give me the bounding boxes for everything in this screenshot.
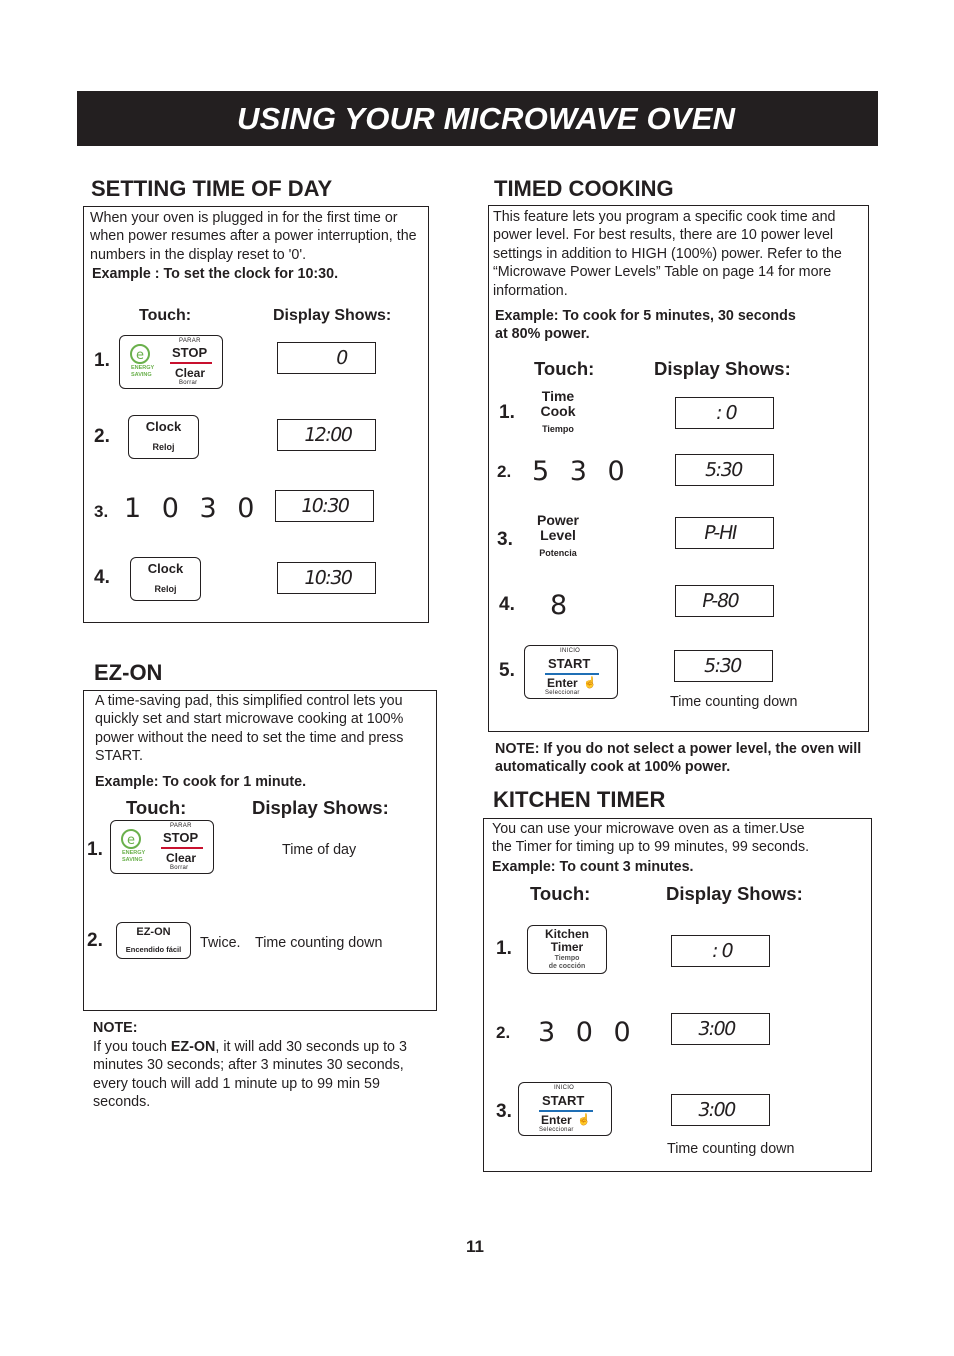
setting-time-title: SETTING TIME OF DAY	[91, 176, 333, 201]
key-top-label: INICIO	[560, 648, 581, 654]
display-panel: P-80	[675, 585, 774, 617]
key-sub-label: Reloj	[152, 442, 175, 452]
red-divider	[161, 847, 203, 849]
display-panel: : 0	[675, 397, 774, 429]
key-main-label: START	[548, 656, 591, 671]
hand-icon: ☝	[577, 1114, 591, 1126]
digit-entry: 5 3 0	[532, 456, 631, 487]
countdown-text: Time counting down	[255, 935, 383, 951]
ezon-note: If you touch EZ-ON, it will add 30 seconds up to 3 minutes 30 seconds; after 3 minutes 30 seconds, every touch will add 1 minute up to 99 min 59 seconds.	[93, 1039, 407, 1111]
key-line2: Cook	[540, 403, 576, 419]
step-number: 4.	[94, 567, 110, 588]
kitchen-example: Example: To count 3 minutes.	[492, 859, 694, 875]
setting-time-display-label: Display Shows:	[273, 307, 392, 324]
timed-example-line2: at 80% power.	[495, 326, 590, 342]
time-of-day-text: Time of day	[282, 842, 357, 858]
clock-key[interactable]	[128, 415, 199, 459]
step-number: 1.	[94, 350, 110, 371]
setting-time-example: Example : To set the clock for 10:30.	[92, 266, 339, 282]
step-number: 5.	[499, 660, 515, 681]
blue-divider	[545, 673, 599, 675]
kitchen-timer-title: KITCHEN TIMER	[493, 787, 666, 812]
time-cook-key[interactable]	[533, 389, 583, 437]
twice-text: Twice.	[200, 935, 241, 951]
key-foot-label: Seleccionar	[539, 1127, 574, 1133]
energy-label: ENERGY	[122, 850, 146, 856]
svg-text:e: e	[127, 833, 135, 848]
step-number: 2.	[87, 930, 103, 951]
key-main-label: STOP	[172, 345, 208, 360]
display-panel: 5:30	[674, 650, 773, 682]
stop-clear-key[interactable]	[119, 335, 223, 389]
key-sub-label: Enter	[541, 1113, 572, 1127]
display-panel: : 0	[671, 935, 770, 967]
step-number: 2.	[496, 1023, 511, 1042]
display-panel: 12:00	[277, 419, 376, 451]
key-top-label: INICIO	[554, 1085, 575, 1091]
display-panel: P-HI	[675, 517, 774, 549]
power-level-key[interactable]	[531, 513, 585, 561]
key-line1: Power	[536, 512, 579, 528]
energy-leaf-icon	[119, 828, 143, 850]
key-main-label: START	[542, 1093, 585, 1108]
step-number: 2.	[94, 426, 110, 447]
key-line2: Timer	[550, 940, 584, 954]
step-number: 4.	[499, 594, 515, 615]
key-sub-line1: Tiempo	[554, 955, 580, 962]
red-divider	[170, 362, 212, 364]
key-sub-label: Clear	[175, 366, 206, 380]
key-foot-label: Seleccionar	[545, 690, 580, 696]
kitchen-display-label: Display Shows:	[666, 883, 803, 904]
key-sub-label: Clear	[166, 851, 197, 865]
key-main-label: EZ-ON	[136, 926, 171, 938]
digit-entry: 1 0 3 0	[124, 493, 261, 524]
key-top-label: PARAR	[170, 823, 192, 829]
digit-entry: 3 0 0	[538, 1017, 637, 1048]
energy-label: ENERGY	[131, 365, 155, 371]
display-panel: 3:00	[671, 1013, 770, 1045]
display-panel: 10:30	[277, 562, 376, 594]
countdown-text: Time counting down	[670, 694, 798, 710]
timed-example-line1: Example: To cook for 5 minutes, 30 seconds	[495, 308, 796, 324]
setting-time-touch-label: Touch:	[139, 307, 192, 324]
start-enter-key[interactable]	[524, 645, 618, 699]
key-sub-label: Potencia	[539, 548, 577, 558]
key-line2: Level	[540, 527, 576, 543]
svg-text:e: e	[136, 348, 144, 363]
ezon-title: EZ-ON	[94, 660, 163, 685]
blue-divider	[539, 1110, 593, 1112]
digit-entry: 8	[550, 590, 574, 621]
kitchen-intro-line2: the Timer for timing up to 99 minutes, 99 seconds.	[492, 839, 810, 855]
saving-label: SAVING	[131, 372, 152, 378]
key-sub-line2: de cocción	[548, 963, 586, 970]
step-number: 1.	[499, 402, 515, 423]
key-sub-label: Enter	[547, 676, 578, 690]
display-panel: 5:30	[675, 454, 774, 486]
kitchen-intro-line1: You can use your microwave oven as a timer.Use	[492, 821, 805, 837]
stop-clear-key[interactable]	[110, 820, 214, 874]
key-sub-label: Tiempo	[542, 424, 574, 434]
clock-key[interactable]	[130, 557, 201, 601]
step-number: 1.	[496, 938, 512, 959]
key-main-label: Clock	[145, 419, 182, 434]
countdown-text: Time counting down	[667, 1141, 795, 1157]
kitchen-timer-key[interactable]	[527, 925, 607, 974]
key-foot-label: Borrar	[179, 380, 198, 386]
step-number: 2.	[497, 462, 512, 481]
timed-cooking-title: TIMED COOKING	[494, 176, 674, 201]
key-main-label: Clock	[147, 561, 184, 576]
key-main-label: STOP	[163, 830, 199, 845]
page-title: USING YOUR MICROWAVE OVEN	[237, 101, 736, 136]
step-number: 3.	[496, 1101, 512, 1122]
ezon-example: Example: To cook for 1 minute.	[95, 774, 307, 790]
display-panel: 0	[277, 342, 376, 374]
key-line1: Kitchen	[544, 927, 589, 941]
saving-label: SAVING	[122, 857, 143, 863]
start-enter-key[interactable]	[518, 1082, 612, 1136]
key-top-label: PARAR	[179, 338, 201, 344]
key-line1: Time	[541, 388, 575, 404]
ezon-note-title: NOTE:	[93, 1020, 138, 1036]
step-number: 3.	[94, 502, 109, 521]
timed-display-label: Display Shows:	[654, 358, 791, 379]
timed-note: NOTE: If you do not select a power level, the oven will automatically cook at 100% power.	[495, 741, 862, 775]
energy-leaf-icon	[128, 343, 152, 365]
timed-cooking-intro: This feature lets you program a specific cook time and power level. For best results, there are 10 power level settings in addition to HIGH (100%) power. Refer to the “Microwave Power Levels” Table on page 14 for more information.	[493, 209, 842, 299]
ezon-display-label: Display Shows:	[252, 797, 389, 818]
hand-icon: ☝	[583, 677, 597, 689]
key-sub-label: Reloj	[154, 584, 177, 594]
step-number: 1.	[87, 839, 103, 860]
ezon-intro: A time-saving pad, this simplified control lets you quickly set and start microwave cooking at 100% power without the need to set the time and press START.	[95, 693, 404, 765]
display-panel: 3:00	[671, 1094, 770, 1126]
ezon-key[interactable]	[116, 922, 191, 959]
key-sub-label: Encendido fácil	[125, 945, 182, 954]
step-number: 3.	[497, 529, 513, 550]
display-panel: 10:30	[275, 490, 374, 522]
setting-time-intro: When your oven is plugged in for the first time or when power resumes after a power interruption, the numbers in the display reset to '0'.	[90, 210, 417, 263]
ezon-touch-label: Touch:	[126, 797, 187, 818]
page-number: 11	[466, 1237, 484, 1256]
kitchen-touch-label: Touch:	[530, 883, 591, 904]
key-foot-label: Borrar	[170, 865, 189, 871]
timed-touch-label: Touch:	[534, 358, 595, 379]
